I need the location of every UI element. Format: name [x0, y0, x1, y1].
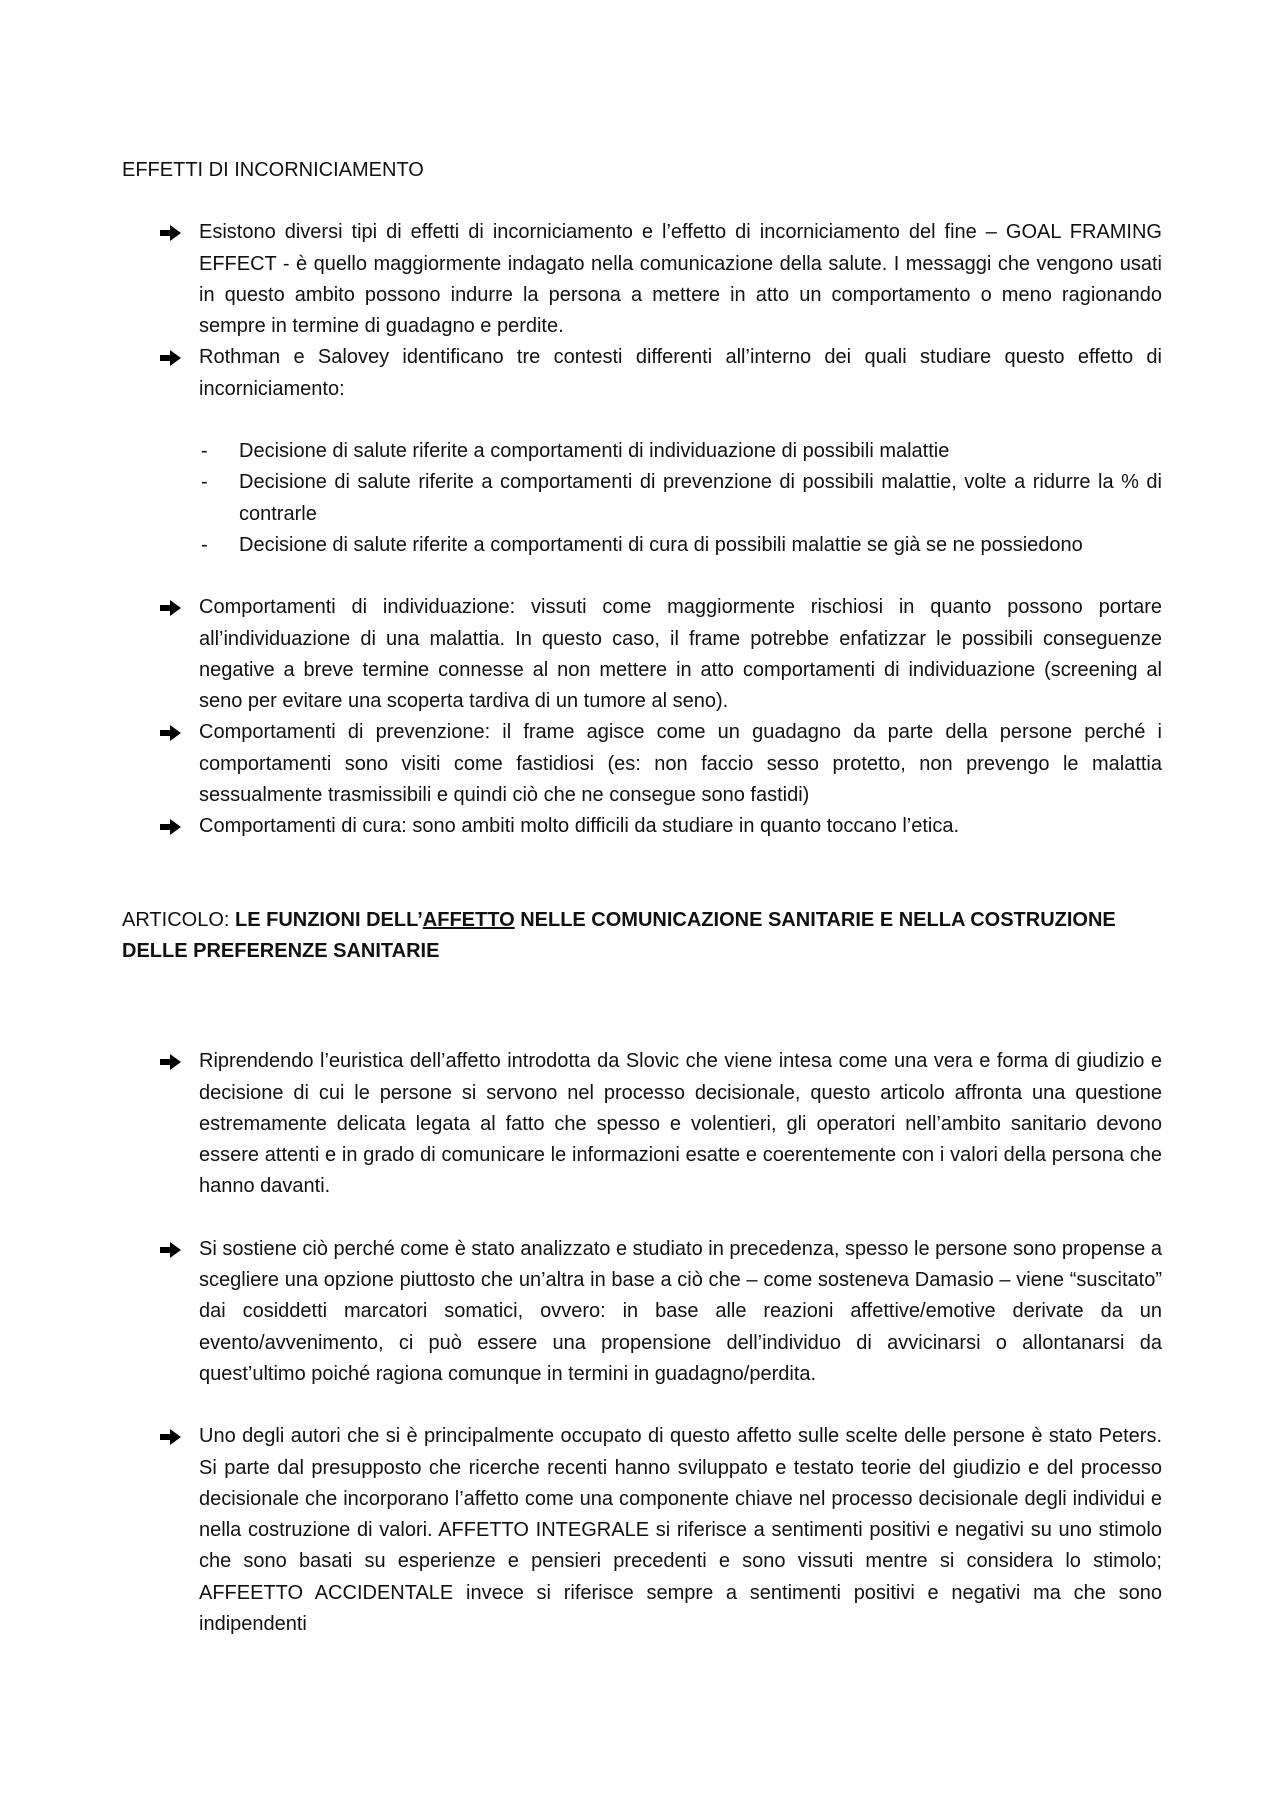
dash-text: Decisione di salute riferite a comportamenti di cura di possibili malattie se già se ne possiedono	[239, 533, 1083, 556]
bullet-text: Esistono diversi tipi di effetti di incorniciamento e l’effetto di incorniciamento del fine – GOAL FRAMING EFFECT - è quello maggiormente indagato nella comunicazione della salute. I messaggi che vengono usati in questo ambito possono indurre la persona a mettere in atto un comportamento o meno ragionando sempre in termine di guadagno e perdite.	[199, 221, 1162, 338]
bullet-text: Comportamenti di cura: sono ambiti molto difficili da studiare in quanto toccano l’etica.	[199, 815, 960, 838]
bullet-item	[122, 1421, 1162, 1640]
article-title	[122, 905, 1162, 968]
right-arrow-icon	[160, 1428, 182, 1446]
dash-list	[122, 436, 1162, 561]
section-heading: EFFETTI DI INCORNICIAMENTO	[122, 159, 424, 181]
dash-marker: -	[201, 440, 208, 463]
bullet-text: Comportamenti di prevenzione: il frame agisce come un guadagno da parte della persone perché i comportamenti sono visiti come fastidiosi (es: non faccio sesso protetto, non prevengo le malattia sessualmente trasmissibili e quindi ciò che ne consegue sono fastidi)	[199, 721, 1162, 807]
document-content	[122, 155, 1162, 1640]
bullet-text: Rothman e Salovey identificano tre contesti differenti all’interno dei quali studiare questo effetto di incorniciamento:	[199, 346, 1162, 400]
right-arrow-icon	[160, 224, 182, 242]
article-prefix: ARTICOLO:	[122, 908, 235, 931]
bullet-text: Uno degli autori che si è principalmente occupato di questo affetto sulle scelte delle persone è stato Peters. Si parte dal presupposto che ricerche recenti hanno sviluppato e testato teorie del giudizio e del processo decisionale che incorporano l’affetto come una componente chiave nel processo decisionale degli individui e nella costruzione di valori. AFFETTO INTEGRALE si riferisce a sentimenti positivi e negativi su uno stimolo che sono basati su esperienze e pensieri precedenti e sono vissuti mentre si considera lo stimolo; AFFEETTO ACCIDENTALE invece si riferisce sempre a sentimenti positivi e negativi ma che sono indipendenti	[199, 1425, 1162, 1635]
bullet-item	[122, 1234, 1162, 1390]
dash-item	[122, 436, 1162, 467]
right-arrow-icon	[160, 724, 182, 742]
bullet-text: Comportamenti di individuazione: vissuti come maggiormente rischiosi in quanto possono portare all’individuazione di una malattia. In questo caso, il frame potrebbe enfatizzar le possibili conseguenze negative a breve termine connesse al non mettere in atto comportamenti di individuazione (screening al seno per evitare una scoperta tardiva di un tumore al seno).	[199, 596, 1162, 713]
dash-item	[122, 530, 1162, 561]
bullet-item	[122, 717, 1162, 811]
right-arrow-icon	[160, 1053, 182, 1071]
right-arrow-icon	[160, 349, 182, 367]
dash-text: Decisione di salute riferite a comportamenti di prevenzione di possibili malattie, volte a ridurre la % di contrarle	[239, 471, 1162, 525]
right-arrow-icon	[160, 818, 182, 836]
dash-marker: -	[201, 533, 208, 556]
article-title-underlined: AFFETTO	[422, 908, 515, 931]
bullet-item	[122, 342, 1162, 405]
bullet-text: Riprendendo l’euristica dell’affetto introdotta da Slovic che viene intesa come una vera e forma di giudizio e decisione di cui le persone si servono nel processo decisionale, questo articolo affronta una questione estremamente delicata legata al fatto che spesso e volentieri, gli operatori nell’ambito sanitario devono essere attenti e in grado di comunicare le informazioni esatte e coerentemente con i valori della persona che hanno davanti.	[199, 1050, 1162, 1198]
article-title-part1: LE FUNZIONI DELL’	[235, 908, 423, 931]
dash-item	[122, 467, 1162, 530]
right-arrow-icon	[160, 1241, 182, 1259]
bullet-item	[122, 1046, 1162, 1202]
bullet-text: Si sostiene ciò perché come è stato analizzato e studiato in precedenza, spesso le persone sono propense a scegliere una opzione piuttosto che un’altra in base a ciò che – come sosteneva Damasio – viene “suscitato” dai cosiddetti marcatori somatici, ovvero: in base alle reazioni affettive/emotive derivate da un evento/avvenimento, ci può essere una propensione dell’individuo di avvicinarsi o allontanarsi da quest’ultimo poiché ragiona comunque in termini in guadagno/perdita.	[199, 1237, 1162, 1385]
dash-text: Decisione di salute riferite a comportamenti di individuazione di possibili malattie	[239, 440, 950, 463]
dash-marker: -	[201, 471, 208, 494]
right-arrow-icon	[160, 599, 182, 617]
article-title-part2: NELLE COMUNICAZIONE SANITARIE E NELLA COSTRUZIONE DELLE PREFERENZE SANITARIE	[122, 908, 1116, 962]
bullet-item	[122, 811, 1162, 842]
bullet-item	[122, 592, 1162, 717]
bullet-item	[122, 217, 1162, 342]
